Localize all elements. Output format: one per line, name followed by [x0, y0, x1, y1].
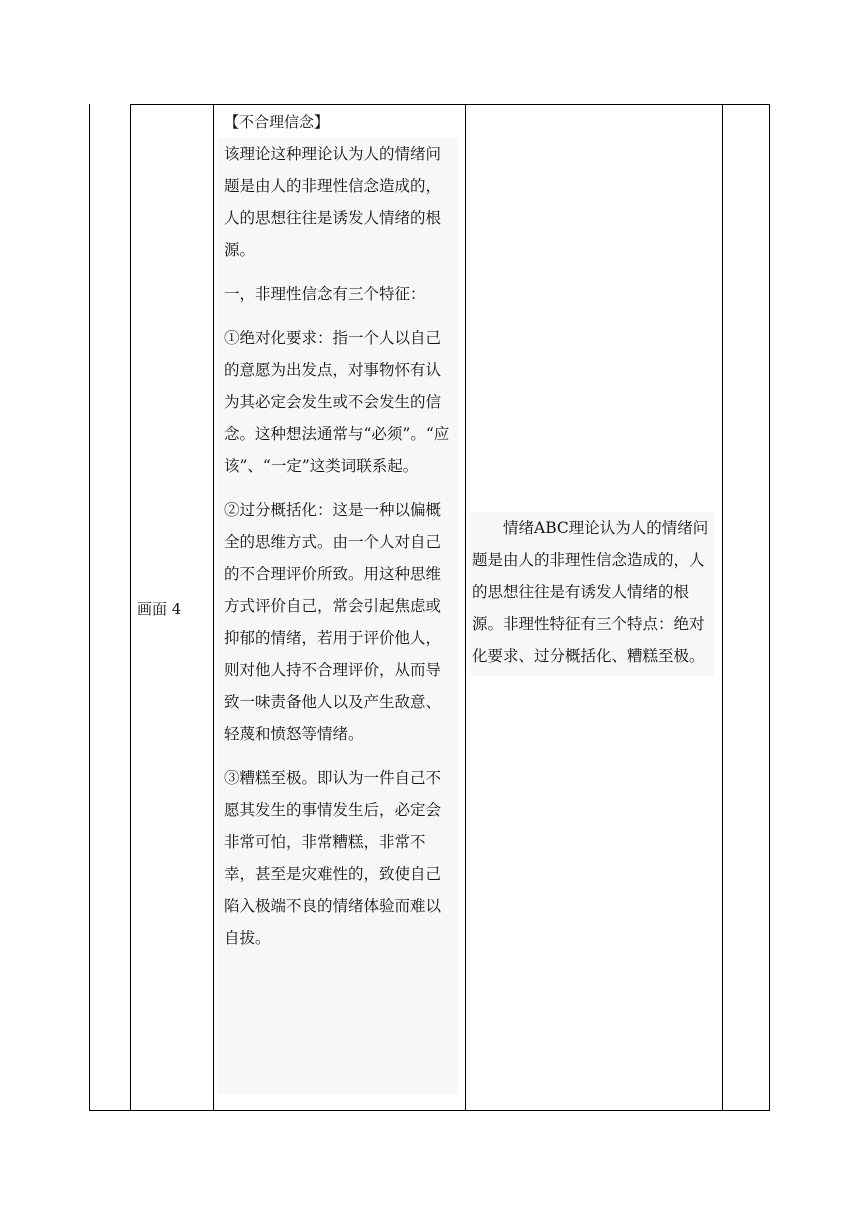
table-col-divider-4	[722, 104, 723, 1111]
summary-cell	[470, 512, 714, 676]
content-paragraph: 一，非理性信念有三个特征：	[224, 285, 426, 303]
scene-label: 画面 4	[137, 600, 182, 618]
summary-body	[470, 512, 714, 676]
content-body	[218, 138, 458, 1094]
table-top-border	[130, 104, 770, 105]
content-paragraph: ③糟糕至极。即认为一件自己不愿其发生的事情发生后，必定会非常可怕，非常糟糕，非常不幸，甚至是灾难性的，致使自己陷入极端不良的情绪体验而难以自拔。	[224, 769, 442, 947]
content-heading: 【不合理信念】	[224, 113, 330, 131]
content-paragraph: ②过分概括化：这是一种以偏概全的思维方式。由一个人对自己的不合理评价所致。用这种思维方式评价自己，常会引起焦虑或抑郁的情绪，若用于评价他人，则对他人持不合理评价，从而导致一味责备他人以及产生敌意、轻蔑和愤怒等情绪。	[224, 501, 442, 743]
content-cell	[218, 110, 458, 1094]
content-paragraph: ①绝对化要求：指一个人以自己的意愿为出发点，对事物怀有认为其必定会发生或不会发生的信念。这种想法通常与“必须”。“应该”、“一定”这类词联系起。	[224, 329, 450, 475]
table-col-divider-2	[213, 104, 214, 1111]
content-paragraph: 该理论这种理论认为人的情绪问题是由人的非理性信念造成的，人的思想往往是诱发人情绪的根源。	[224, 145, 442, 259]
table-col-divider-3	[465, 104, 466, 1111]
table-col-divider-1	[130, 104, 131, 1111]
table-right-border	[769, 104, 770, 1111]
table-left-border	[89, 104, 90, 1111]
table-bottom-border	[89, 1110, 770, 1111]
summary-paragraph: 情绪ABC理论认为人的情绪问题是由人的非理性信念造成的，人的思想往往是有诱发人情绪的根源。非理性特征有三个特点：绝对化要求、过分概括化、糟糕至极。	[472, 519, 709, 665]
